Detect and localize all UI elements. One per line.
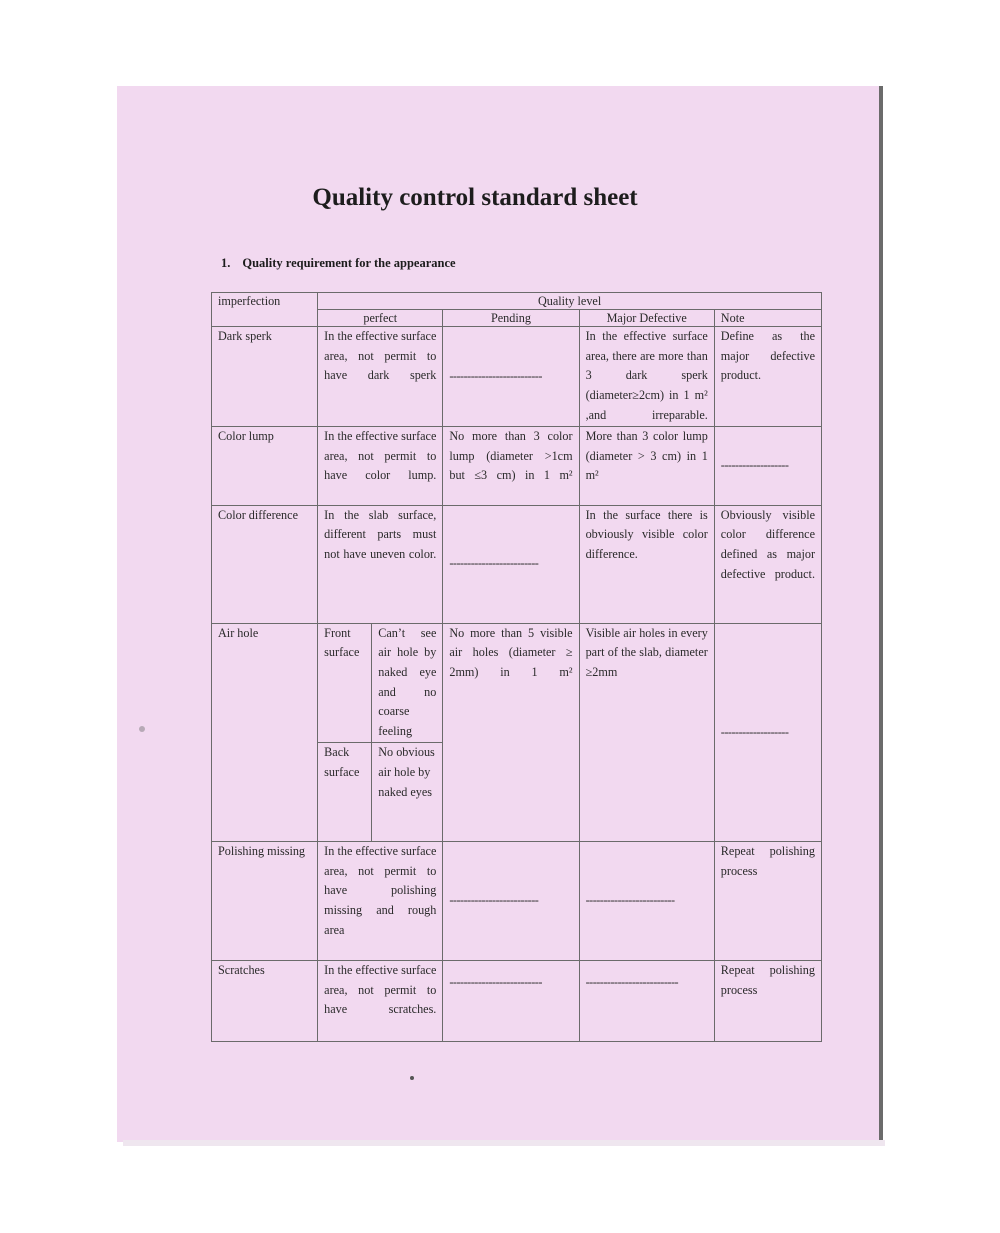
- pending-cell: -------------------------: [443, 505, 579, 623]
- paper-speck: [139, 726, 145, 732]
- pending-cell: --------------------------: [443, 961, 579, 1042]
- major-cell: In the effective surface area, there are more than 3 dark sperk (diameter≥2cm) in 1 m² ,and irreparable.: [579, 327, 714, 427]
- pending-cell: --------------------------: [443, 327, 579, 427]
- paper-sheet: [117, 86, 879, 1142]
- header-perfect: perfect: [318, 310, 443, 327]
- section-heading: [221, 256, 456, 271]
- perfect-cell: In the effective surface area, not permit to have dark sperk: [318, 327, 443, 427]
- pending-cell: -------------------------: [443, 842, 579, 961]
- major-cell: Visible air holes in every part of the slab, diameter ≥2mm: [579, 623, 714, 841]
- note-cell: Repeat polishing process: [714, 961, 821, 1042]
- header-row: [212, 293, 822, 310]
- sub-label-cell: Front surface: [318, 623, 372, 743]
- pending-cell: No more than 3 color lump (diameter >1cm but ≤3 cm) in 1 m²: [443, 427, 579, 506]
- imperfection-cell: Color difference: [212, 505, 318, 623]
- header-major-defective: Major Defective: [579, 310, 714, 327]
- sub-text-cell: Can’t see air hole by naked eye and no coarse feeling: [372, 623, 443, 743]
- note-cell: Define as the major defective product.: [714, 327, 821, 427]
- paper-dot: [410, 1076, 414, 1080]
- imperfection-cell: Air hole: [212, 623, 318, 841]
- pending-cell: No more than 5 visible air holes (diameter ≥ 2mm) in 1 m²: [443, 623, 579, 841]
- imperfection-cell: Color lump: [212, 427, 318, 506]
- header-quality-level: Quality level: [537, 294, 602, 308]
- sub-text-cell: No obvious air hole by naked eyes: [372, 743, 443, 842]
- header-imperfection: imperfection: [212, 293, 318, 327]
- table-row: [212, 427, 822, 506]
- major-cell: -------------------------: [579, 842, 714, 961]
- note-cell: Repeat polishing process: [714, 842, 821, 961]
- imperfection-cell: Dark sperk: [212, 327, 318, 427]
- header-note: Note: [714, 310, 821, 327]
- paper-edge: [123, 1140, 885, 1146]
- sub-label-cell: Back surface: [318, 743, 372, 842]
- table-row: [212, 623, 822, 743]
- table-row: [212, 961, 822, 1042]
- header-pending: Pending: [443, 310, 579, 327]
- imperfection-cell: Polishing missing: [212, 842, 318, 961]
- note-cell: -------------------: [714, 427, 821, 506]
- major-cell: In the surface there is obviously visible color difference.: [579, 505, 714, 623]
- imperfection-cell: Scratches: [212, 961, 318, 1042]
- perfect-cell: In the slab surface, different parts must not have uneven color.: [318, 505, 443, 623]
- quality-table: [211, 292, 822, 1042]
- table-row: [212, 842, 822, 961]
- section-title: Quality requirement for the appearance: [242, 256, 456, 270]
- page-title: Quality control standard sheet: [312, 184, 638, 211]
- note-cell: -------------------: [714, 623, 821, 841]
- note-cell: Obviously visible color difference defined as major defective product.: [714, 505, 821, 623]
- section-number: 1.: [221, 256, 231, 270]
- table-row: [212, 505, 822, 623]
- perfect-cell: In the effective surface area, not permit to have color lump.: [318, 427, 443, 506]
- table-row: [212, 327, 822, 427]
- major-cell: More than 3 color lump (diameter > 3 cm) in 1 m²: [579, 427, 714, 506]
- perfect-cell: In the effective surface area, not permit to have polishing missing and rough area: [318, 842, 443, 961]
- perfect-cell: In the effective surface area, not permit to have scratches.: [318, 961, 443, 1042]
- major-cell: --------------------------: [579, 961, 714, 1042]
